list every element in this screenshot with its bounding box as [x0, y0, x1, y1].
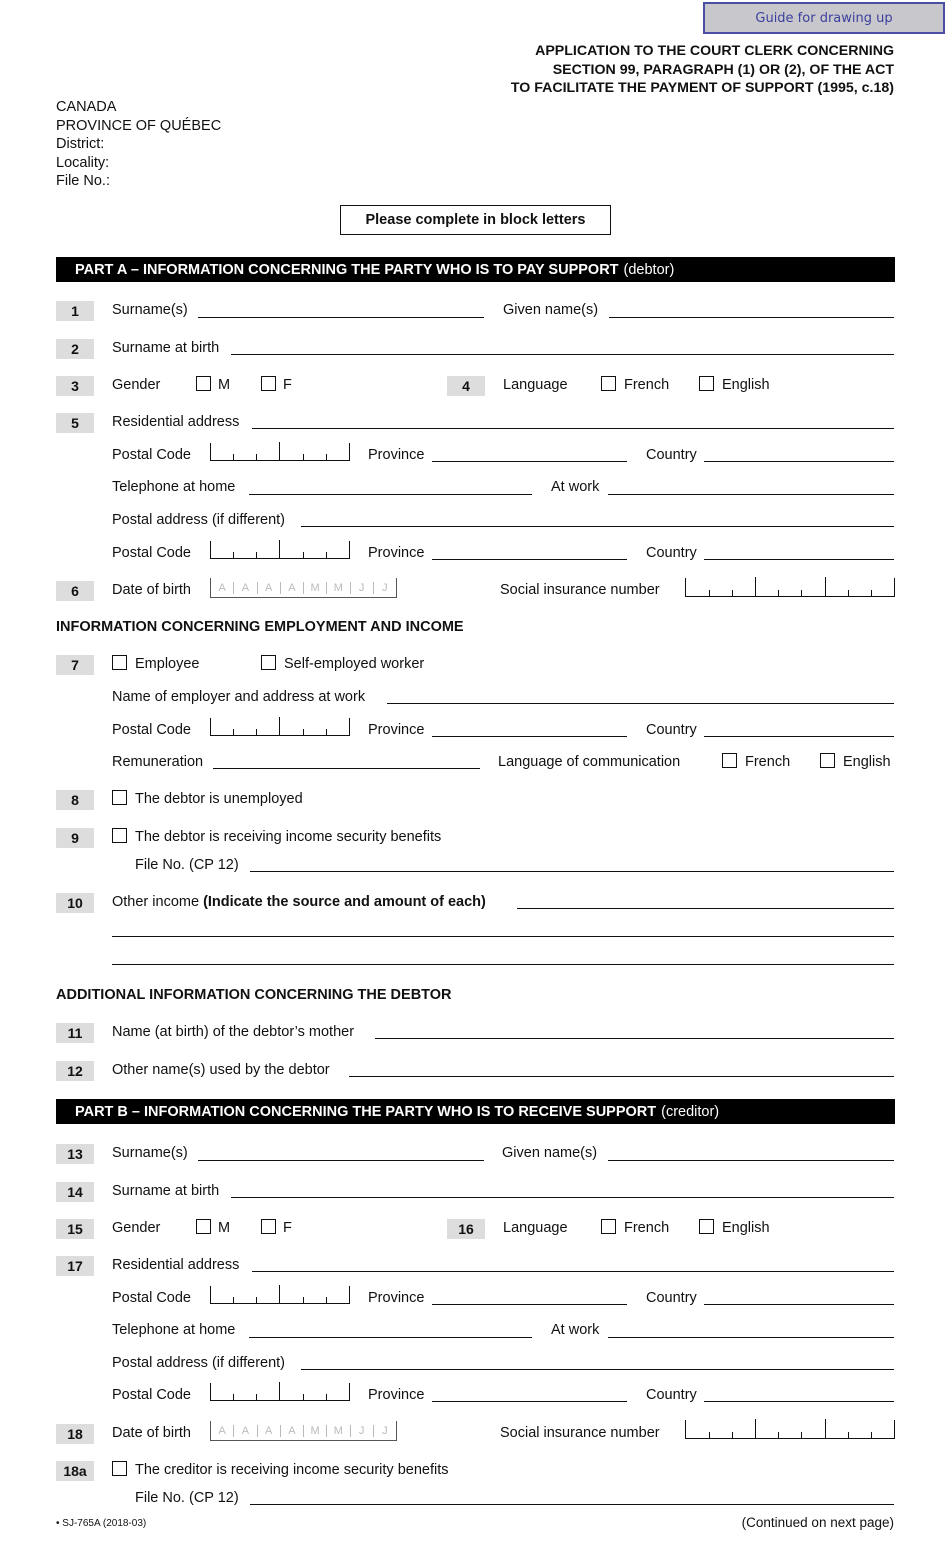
debtor-province-field[interactable]: [432, 461, 627, 462]
field-number-6: 6: [56, 581, 94, 601]
given-name-label: Given name(s): [503, 302, 599, 318]
field-number-4: 4: [447, 376, 485, 396]
income-security-label: The debtor is receiving income security benefits: [135, 829, 442, 845]
gender-m-label: M: [218, 1220, 231, 1236]
creditor-income-security-checkbox[interactable]: [112, 1461, 127, 1476]
telephone-label: Telephone at home: [112, 479, 236, 495]
part-a-header: [56, 257, 895, 282]
debtor-file-cp12-field[interactable]: [250, 871, 894, 872]
debtor-country-2-field[interactable]: [704, 559, 894, 560]
mother-name-label: Name (at birth) of the debtor’s mother: [112, 1024, 355, 1040]
field-number-18a: 18a: [56, 1461, 94, 1481]
gender-label: Gender: [112, 377, 161, 393]
debtor-language-english-checkbox[interactable]: [699, 376, 714, 391]
postal-code-label: Postal Code: [112, 1387, 191, 1403]
part-b-suffix: (creditor): [661, 1103, 720, 1120]
postal-code-label: Postal Code: [112, 447, 191, 463]
other-income-label: Other income (Indicate the source and amount of each): [112, 894, 486, 910]
employer-country-field[interactable]: [704, 736, 894, 737]
country-label: Country: [646, 722, 697, 738]
debtor-income-security-checkbox[interactable]: [112, 828, 127, 843]
french-label: French: [624, 377, 670, 393]
language-communication-label: Language of communication: [498, 754, 681, 770]
sin-label: Social insurance number: [500, 582, 660, 598]
part-b-title: PART B – INFORMATION CONCERNING THE PARTY WHO IS TO RECEIVE SUPPORT: [75, 1103, 657, 1120]
sin-label: Social insurance number: [500, 1425, 660, 1441]
communication-english-checkbox[interactable]: [820, 753, 835, 768]
creditor-province-field[interactable]: [432, 1304, 627, 1305]
part-a-title: PART A – INFORMATION CONCERNING THE PARTY WHO IS TO PAY SUPPORT: [75, 261, 619, 278]
surname-label: Surname(s): [112, 302, 188, 318]
province-label: Province: [368, 722, 425, 738]
creditor-language-english-checkbox[interactable]: [699, 1219, 714, 1234]
language-label: Language: [503, 1220, 568, 1236]
creditor-sin-field[interactable]: [685, 1420, 895, 1439]
creditor-province-2-field[interactable]: [432, 1401, 627, 1402]
continued-note: (Continued on next page): [741, 1515, 894, 1530]
gender-label: Gender: [112, 1220, 161, 1236]
mother-name-field[interactable]: [375, 1038, 894, 1039]
creditor-language-french-checkbox[interactable]: [601, 1219, 616, 1234]
header-province: PROVINCE OF QUÉBEC: [56, 117, 222, 134]
part-a-suffix: (debtor): [623, 261, 675, 278]
telephone-label: Telephone at home: [112, 1322, 236, 1338]
other-income-line-3[interactable]: [112, 964, 894, 965]
postal-code-label: Postal Code: [112, 545, 191, 561]
debtor-postal-code-field[interactable]: [210, 443, 350, 461]
field-number-10: 10: [56, 893, 94, 913]
debtor-work-phone-field[interactable]: [608, 494, 894, 495]
field-number-16: 16: [447, 1219, 485, 1239]
field-number-15: 15: [56, 1219, 94, 1239]
other-income-line-2[interactable]: [112, 936, 894, 937]
creditor-country-field[interactable]: [704, 1304, 894, 1305]
debtor-gender-f-checkbox[interactable]: [261, 376, 276, 391]
creditor-country-2-field[interactable]: [704, 1401, 894, 1402]
debtor-dob-field[interactable]: A A A A M M J J: [210, 578, 397, 598]
other-names-label: Other name(s) used by the debtor: [112, 1062, 330, 1078]
creditor-gender-m-checkbox[interactable]: [196, 1219, 211, 1234]
creditor-postal-code-2-field[interactable]: [210, 1383, 350, 1401]
debtor-given-name-field[interactable]: [609, 317, 894, 318]
english-label: English: [722, 377, 770, 393]
postal-address-label: Postal address (if different): [112, 512, 286, 528]
postal-address-label: Postal address (if different): [112, 1355, 286, 1371]
debtor-country-field[interactable]: [704, 461, 894, 462]
dob-label: Date of birth: [112, 582, 191, 598]
header-file-no: File No.:: [56, 173, 110, 189]
country-label: Country: [646, 545, 697, 561]
residential-label: Residential address: [112, 1257, 240, 1273]
creditor-dob-field[interactable]: A A A A M M J J: [210, 1421, 397, 1441]
english-label: English: [843, 754, 891, 770]
province-label: Province: [368, 447, 425, 463]
french-label: French: [624, 1220, 670, 1236]
gender-f-label: F: [283, 377, 292, 393]
file-cp12-label: File No. (CP 12): [135, 857, 239, 873]
employer-field[interactable]: [387, 703, 894, 704]
communication-french-checkbox[interactable]: [722, 753, 737, 768]
debtor-residential-field[interactable]: [252, 428, 894, 429]
gender-m-label: M: [218, 377, 231, 393]
at-work-label: At work: [551, 479, 600, 495]
title-line-1: APPLICATION TO THE COURT CLERK CONCERNING: [535, 43, 894, 59]
creditor-telephone-field[interactable]: [249, 1337, 532, 1338]
field-number-3: 3: [56, 376, 94, 396]
creditor-gender-f-checkbox[interactable]: [261, 1219, 276, 1234]
english-label: English: [722, 1220, 770, 1236]
employee-label: Employee: [135, 656, 200, 672]
form-code: • SJ-765A (2018-03): [56, 1518, 147, 1529]
creditor-surname-birth-field[interactable]: [231, 1197, 894, 1198]
country-label: Country: [646, 1290, 697, 1306]
employer-province-field[interactable]: [432, 736, 627, 737]
debtor-sin-field[interactable]: [685, 578, 895, 597]
other-names-field[interactable]: [349, 1076, 894, 1077]
additional-section-heading: ADDITIONAL INFORMATION CONCERNING THE DEBTOR: [56, 987, 452, 1003]
title-line-3: TO FACILITATE THE PAYMENT OF SUPPORT (1995, c.18): [510, 80, 894, 96]
creditor-income-security-label: The creditor is receiving income security benefits: [135, 1462, 449, 1478]
creditor-residential-field[interactable]: [252, 1271, 894, 1272]
header-country: CANADA: [56, 99, 117, 115]
debtor-language-french-checkbox[interactable]: [601, 376, 616, 391]
surname-birth-label: Surname at birth: [112, 340, 220, 356]
given-name-label: Given name(s): [502, 1145, 598, 1161]
employee-checkbox[interactable]: [112, 655, 127, 670]
province-label: Province: [368, 545, 425, 561]
postal-code-label: Postal Code: [112, 1290, 191, 1306]
country-label: Country: [646, 447, 697, 463]
field-number-9: 9: [56, 828, 94, 848]
block-letters-notice: Please complete in block letters: [340, 205, 611, 235]
creditor-postal-address-field[interactable]: [301, 1369, 894, 1370]
residential-label: Residential address: [112, 414, 240, 430]
creditor-file-cp12-field[interactable]: [250, 1504, 894, 1505]
field-number-18: 18: [56, 1424, 94, 1444]
debtor-surname-field[interactable]: [198, 317, 484, 318]
debtor-surname-birth-field[interactable]: [231, 354, 894, 355]
french-label: French: [745, 754, 791, 770]
creditor-postal-code-field[interactable]: [210, 1286, 350, 1304]
field-number-11: 11: [56, 1023, 94, 1043]
at-work-label: At work: [551, 1322, 600, 1338]
field-number-5: 5: [56, 413, 94, 433]
province-label: Province: [368, 1387, 425, 1403]
header-locality: Locality:: [56, 154, 110, 171]
debtor-postal-address-field[interactable]: [301, 526, 894, 527]
creditor-surname-field[interactable]: [198, 1160, 484, 1161]
form-title: [511, 42, 894, 98]
part-b-header: [56, 1099, 895, 1124]
field-number-13: 13: [56, 1144, 94, 1164]
unemployed-checkbox[interactable]: [112, 790, 127, 805]
field-number-7: 7: [56, 655, 94, 675]
remuneration-field[interactable]: [213, 768, 480, 769]
other-income-field[interactable]: [517, 908, 894, 909]
unemployed-label: The debtor is unemployed: [135, 791, 303, 807]
field-number-14: 14: [56, 1182, 94, 1202]
employer-postal-code-field[interactable]: [210, 718, 350, 736]
creditor-work-phone-field[interactable]: [608, 1337, 894, 1338]
debtor-province-2-field[interactable]: [432, 559, 627, 560]
surname-label: Surname(s): [112, 1145, 188, 1161]
language-label: Language: [503, 377, 568, 393]
dob-label: Date of birth: [112, 1425, 191, 1441]
jurisdiction-header: [56, 98, 221, 191]
debtor-postal-code-2-field[interactable]: [210, 541, 350, 559]
employer-label: Name of employer and address at work: [112, 689, 366, 705]
remuneration-label: Remuneration: [112, 754, 204, 770]
field-number-8: 8: [56, 790, 94, 810]
header-district: District:: [56, 136, 105, 152]
province-label: Province: [368, 1290, 425, 1306]
surname-birth-label: Surname at birth: [112, 1183, 220, 1199]
field-number-17: 17: [56, 1256, 94, 1276]
debtor-gender-m-checkbox[interactable]: [196, 376, 211, 391]
gender-f-label: F: [283, 1220, 292, 1236]
field-number-12: 12: [56, 1061, 94, 1081]
file-cp12-label: File No. (CP 12): [135, 1490, 239, 1506]
postal-code-label: Postal Code: [112, 722, 191, 738]
creditor-given-name-field[interactable]: [608, 1160, 894, 1161]
debtor-telephone-field[interactable]: [249, 494, 532, 495]
employment-section-heading: INFORMATION CONCERNING EMPLOYMENT AND INCOME: [56, 619, 464, 635]
self-employed-checkbox[interactable]: [261, 655, 276, 670]
title-line-2: SECTION 99, PARAGRAPH (1) OR (2), OF THE ACT: [552, 61, 894, 78]
field-number-2: 2: [56, 339, 94, 359]
self-employed-label: Self-employed worker: [284, 656, 425, 672]
field-number-1: 1: [56, 301, 94, 321]
country-label: Country: [646, 1387, 697, 1403]
guide-for-drawing-up-button[interactable]: Guide for drawing up: [703, 2, 945, 34]
